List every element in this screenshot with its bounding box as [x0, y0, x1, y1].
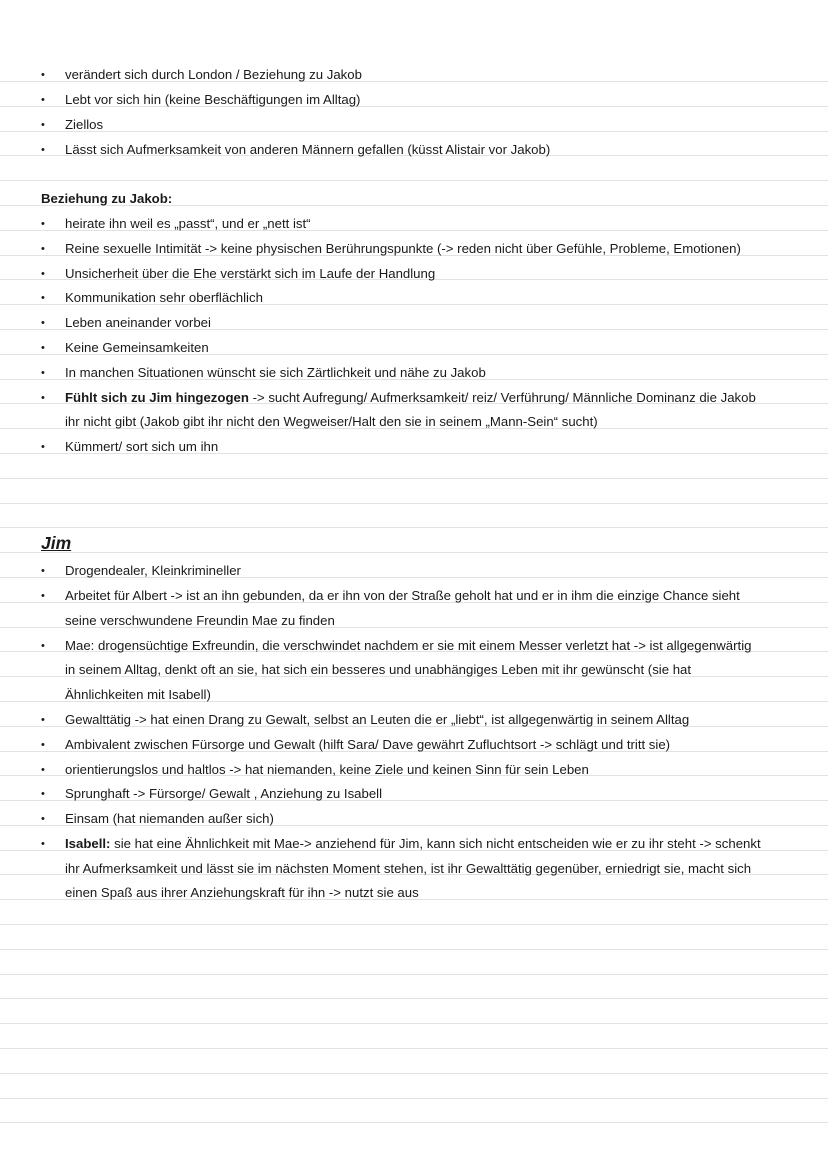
list-item [0, 776, 828, 801]
text-rest: sie hat eine Ähnlichkeit mit Mae-> anziehend für Jim, kann sich nicht entscheiden wie er zu ihr steht -> schenkt [110, 835, 761, 851]
text: ihr nicht gibt (Jakob gibt ihr nicht den Wegweiser/Halt den sie in seinem „Mann-Sein“ sucht) [65, 414, 598, 430]
list-item [0, 355, 828, 380]
text: Kümmert/ sort sich um ihn [65, 439, 219, 455]
text: orientierungslos und haltlos -> hat niemanden, keine Ziele und keinen Sinn für sein Leben [65, 761, 589, 777]
list-item [0, 578, 828, 603]
ruled-line [0, 156, 828, 181]
text: ihr Aufmerksamkeit und lässt sie im nächsten Moment stehen, ist ihr Gewalttätig gegenüber, erniedrigt sie, macht sich [65, 860, 752, 876]
list-item-continuation [0, 677, 828, 702]
list-item [0, 553, 828, 578]
text: seine verschwundene Freundin Mae zu finden [65, 612, 335, 628]
text-rest: -> sucht Aufregung/ Aufmerksamkeit/ reiz/ Verführung/ Männliche Dominanz die Jakob [248, 389, 756, 405]
text: Sprunghaft -> Fürsorge/ Gewalt , Anziehung zu Isabell [65, 786, 383, 802]
character-title [0, 528, 828, 553]
list-item [0, 256, 828, 281]
list-item [0, 132, 828, 157]
text: Drogendealer, Kleinkrimineller [65, 563, 241, 579]
bullet-icon: • [41, 788, 45, 801]
list-item [0, 727, 828, 752]
text: In manchen Situationen wünscht sie sich Zärtlichkeit und nähe zu Jakob [65, 364, 486, 380]
bold-lead: Isabell: [65, 835, 111, 851]
list-item [0, 305, 828, 330]
list-item [0, 628, 828, 653]
list-item [0, 380, 828, 405]
bullet-icon: • [41, 93, 45, 106]
lined-notes-page [0, 57, 828, 1123]
text: in seinem Alltag, denkt oft an sie, hat sich ein besseres und unabhängiges Leben mit ihr gewünscht (sie hat [65, 662, 692, 678]
ruled-line [0, 925, 828, 950]
list-item [0, 82, 828, 107]
text: Ähnlichkeiten mit Isabell) [65, 687, 211, 703]
text: Ziellos [65, 116, 104, 132]
list-item-continuation [0, 603, 828, 628]
list-item [0, 826, 828, 851]
bullet-icon: • [41, 738, 45, 751]
ruled-line [0, 1074, 828, 1099]
bullet-icon: • [41, 589, 45, 602]
text: Beziehung zu Jakob: [41, 191, 173, 207]
ruled-line [0, 975, 828, 1000]
ruled-line [0, 504, 828, 529]
text: Jim [41, 533, 72, 554]
list-item [0, 206, 828, 231]
section-heading [0, 181, 828, 206]
ruled-line [0, 950, 828, 975]
text: Leben aneinander vorbei [65, 315, 211, 331]
ruled-line [0, 1024, 828, 1049]
ruled-line [0, 1049, 828, 1074]
list-item-continuation [0, 875, 828, 900]
bullet-icon: • [41, 317, 45, 330]
text: Reine sexuelle Intimität -> keine physischen Berührungspunkte (-> reden nicht über Gefühle, Probleme, Emotionen) [65, 240, 741, 256]
list-item [0, 57, 828, 82]
bullet-icon: • [41, 713, 45, 726]
list-item [0, 280, 828, 305]
ruled-line [0, 454, 828, 479]
ruled-line [0, 479, 828, 504]
text: Kommunikation sehr oberflächlich [65, 290, 263, 306]
list-item-continuation [0, 851, 828, 876]
bullet-icon: • [41, 813, 45, 826]
bullet-icon: • [41, 341, 45, 354]
list-item [0, 801, 828, 826]
text: Keine Gemeinsamkeiten [65, 339, 209, 355]
text: heirate ihn weil es „passt“, und er „nett ist“ [65, 215, 311, 231]
text: Gewalttätig -> hat einen Drang zu Gewalt, selbst an Leuten die er „liebt“, ist allgegenwärtig in seinem Alltag [65, 711, 690, 727]
list-item [0, 330, 828, 355]
bullet-icon: • [41, 763, 45, 776]
text: Ambivalent zwischen Fürsorge und Gewalt (hilft Sara/ Dave gewährt Zufluchtsort -> schlägt und tritt sie) [65, 736, 671, 752]
bullet-icon: • [41, 118, 45, 131]
ruled-line [0, 900, 828, 925]
bullet-icon: • [41, 391, 45, 404]
ruled-line [0, 1099, 828, 1124]
list-item [0, 231, 828, 256]
text: Arbeitet für Albert -> ist an ihn gebunden, da er ihn von der Straße geholt hat und er in ihm die einzige Chance sieht [65, 587, 740, 603]
bullet-icon: • [41, 639, 45, 652]
bullet-icon: • [41, 366, 45, 379]
text: Lässt sich Aufmerksamkeit von anderen Männern gefallen (küsst Alistair vor Jakob) [65, 141, 551, 157]
text: Mae: drogensüchtige Exfreundin, die verschwindet nachdem er sie mit einem Messer verletzt hat -> ist allgegenwärtig [65, 637, 752, 653]
bold-lead: Fühlt sich zu Jim hingezogen [65, 389, 249, 405]
bullet-icon: • [41, 217, 45, 230]
bullet-icon: • [41, 267, 45, 280]
bullet-icon: • [41, 242, 45, 255]
list-item-continuation [0, 404, 828, 429]
list-item [0, 429, 828, 454]
list-item [0, 107, 828, 132]
bullet-icon: • [41, 837, 45, 850]
list-item [0, 702, 828, 727]
text: verändert sich durch London / Beziehung zu Jakob [65, 67, 362, 83]
ruled-line [0, 999, 828, 1024]
list-item [0, 752, 828, 777]
text: Unsicherheit über die Ehe verstärkt sich im Laufe der Handlung [65, 265, 436, 281]
text: Lebt vor sich hin (keine Beschäftigungen im Alltag) [65, 91, 361, 107]
bullet-icon: • [41, 292, 45, 305]
list-item-continuation [0, 652, 828, 677]
text: Einsam (hat niemanden außer sich) [65, 811, 274, 827]
bullet-icon: • [41, 69, 45, 82]
bullet-icon: • [41, 565, 45, 578]
bullet-icon: • [41, 143, 45, 156]
text: einen Spaß aus ihrer Anziehungskraft für ihn -> nutzt sie aus [65, 885, 419, 901]
bullet-icon: • [41, 441, 45, 454]
